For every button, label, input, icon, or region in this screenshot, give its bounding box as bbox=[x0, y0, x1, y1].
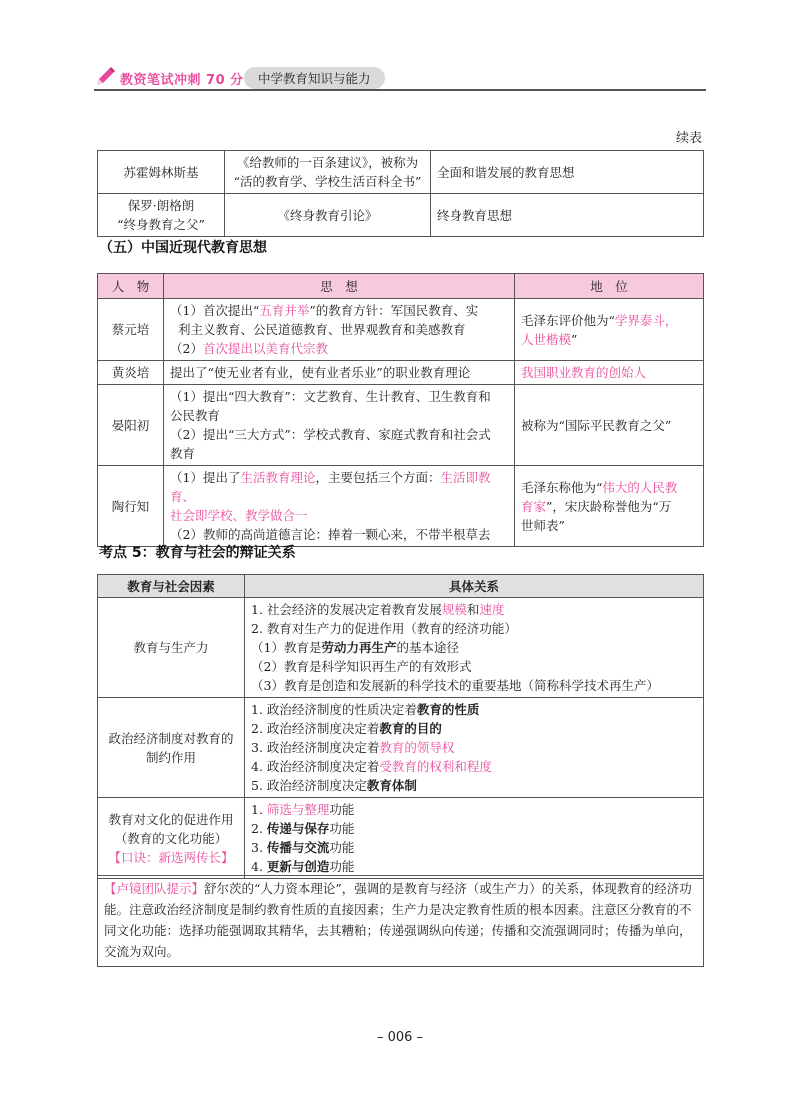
table-row bbox=[98, 466, 704, 547]
education-society-table bbox=[97, 574, 704, 879]
person-name: 苏霍姆林斯基 bbox=[98, 151, 225, 194]
subject-chip: 中学教育知识与能力 bbox=[244, 67, 385, 89]
educators-table-continued bbox=[97, 150, 704, 237]
work-cell: 《给教师的一百条建议》，被称为 “活的教育学、学校生活百科全书” bbox=[225, 151, 431, 194]
thought-cell: （1）提出了生活教育理论，主要包括三个方面：生活即教育、 社会即学校、教学做合一 （2）教师的高尚道德言论：捧着一颗心来，不带半根草去 bbox=[164, 466, 515, 547]
thought-cell: 全面和谐发展的教育思想 bbox=[431, 151, 704, 194]
person-name: 晏阳初 bbox=[98, 385, 164, 466]
table-row bbox=[98, 598, 704, 698]
header-rule bbox=[94, 89, 706, 91]
factor-cell: 政治经济制度对教育的 制约作用 bbox=[98, 698, 245, 798]
tip-tag: 【卢镜团队提示】 bbox=[104, 881, 205, 896]
table-row bbox=[98, 361, 704, 385]
status-cell: 我国职业教育的创始人 bbox=[515, 361, 704, 385]
table-row bbox=[98, 798, 704, 879]
status-cell: 毛泽东称他为“伟大的人民教 育家”，宋庆龄称誉他为“万 世师表” bbox=[515, 466, 704, 547]
status-cell: 毛泽东评价他为“学界泰斗， 人世楷模” bbox=[515, 299, 704, 361]
table-row bbox=[98, 194, 704, 237]
person-name: 蔡元培 bbox=[98, 299, 164, 361]
brand-title: 教资笔试冲刺 70 分 bbox=[120, 73, 244, 88]
page-number: – 006 – bbox=[376, 1030, 424, 1045]
factor-cell: 教育与生产力 bbox=[98, 598, 245, 698]
continued-label: 续表 bbox=[675, 131, 702, 146]
modern-chinese-educators-table bbox=[97, 273, 704, 547]
table-header-row bbox=[98, 575, 704, 598]
section-title: （五）中国近现代教育思想 bbox=[99, 240, 267, 256]
column-header: 地 位 bbox=[515, 274, 704, 299]
relation-cell: 1. 社会经济的发展决定着教育发展规模和速度 2. 教育对生产力的促进作用（教育的经济功能） （1）教育是劳动力再生产的基本途径 （2）教育是科学知识再生产的有效形式 （3）教育是创造和发展新的科学技术的重要基地（简称科学技术再生产） bbox=[245, 598, 704, 698]
page-header bbox=[94, 64, 706, 92]
table-row bbox=[98, 151, 704, 194]
pencil-icon bbox=[94, 66, 116, 88]
table-row bbox=[98, 299, 704, 361]
work-cell: 《终身教育引论》 bbox=[225, 194, 431, 237]
table-row bbox=[98, 385, 704, 466]
person-name: 陶行知 bbox=[98, 466, 164, 547]
column-header: 教育与社会因素 bbox=[98, 575, 245, 598]
relation-cell: 1. 政治经济制度的性质决定着教育的性质 2. 政治经济制度决定着教育的目的 3. 政治经济制度决定着教育的领导权 4. 政治经济制度决定着受教育的权利和程度 5. 政治经济制度决定教育体制 bbox=[245, 698, 704, 798]
thought-cell: （1）提出“四大教育”：文艺教育、生计教育、卫生教育和 公民教育 （2）提出“三大方式”：学校式教育、家庭式教育和社会式 教育 bbox=[164, 385, 515, 466]
factor-cell: 教育对文化的促进作用 （教育的文化功能） 【口诀：新选两传长】 bbox=[98, 798, 245, 879]
column-header: 思 想 bbox=[164, 274, 515, 299]
team-tip-box bbox=[97, 875, 704, 967]
thought-cell: 提出了“使无业者有业，使有业者乐业”的职业教育理论 bbox=[164, 361, 515, 385]
table-row bbox=[98, 698, 704, 798]
kaodian-title: 考点 5：教育与社会的辩证关系 bbox=[99, 545, 296, 561]
relation-cell: 1. 筛选与整理功能 2. 传递与保存功能 3. 传播与交流功能 4. 更新与创造功能 bbox=[245, 798, 704, 879]
person-name: 保罗·朗格朗 “终身教育之父” bbox=[98, 194, 225, 237]
status-cell: 被称为“国际平民教育之父” bbox=[515, 385, 704, 466]
tip-text: 舒尔茨的“人力资本理论”，强调的是教育与经济（或生产力）的关系，体现教育的经济功能。注意政治经济制度是制约教育性质的直接因素；生产力是决定教育性质的根本因素。注意区分教育的不同文化功能：选择功能强调取其精华，去其糟粕；传递强调纵向传递；传播和交流强调同时；传播为单向，交流为双向。 bbox=[104, 881, 692, 959]
column-header: 人 物 bbox=[98, 274, 164, 299]
column-header: 具体关系 bbox=[245, 575, 704, 598]
thought-cell: （1）首次提出“五育并举”的教育方针：军国民教育、实 利主义教育、公民道德教育、世界观教育和美感教育 （2）首次提出以美育代宗教 bbox=[164, 299, 515, 361]
person-name: 黄炎培 bbox=[98, 361, 164, 385]
table-header-row bbox=[98, 274, 704, 299]
mnemonic: 【口诀：新选两传长】 bbox=[108, 849, 234, 865]
thought-cell: 终身教育思想 bbox=[431, 194, 704, 237]
